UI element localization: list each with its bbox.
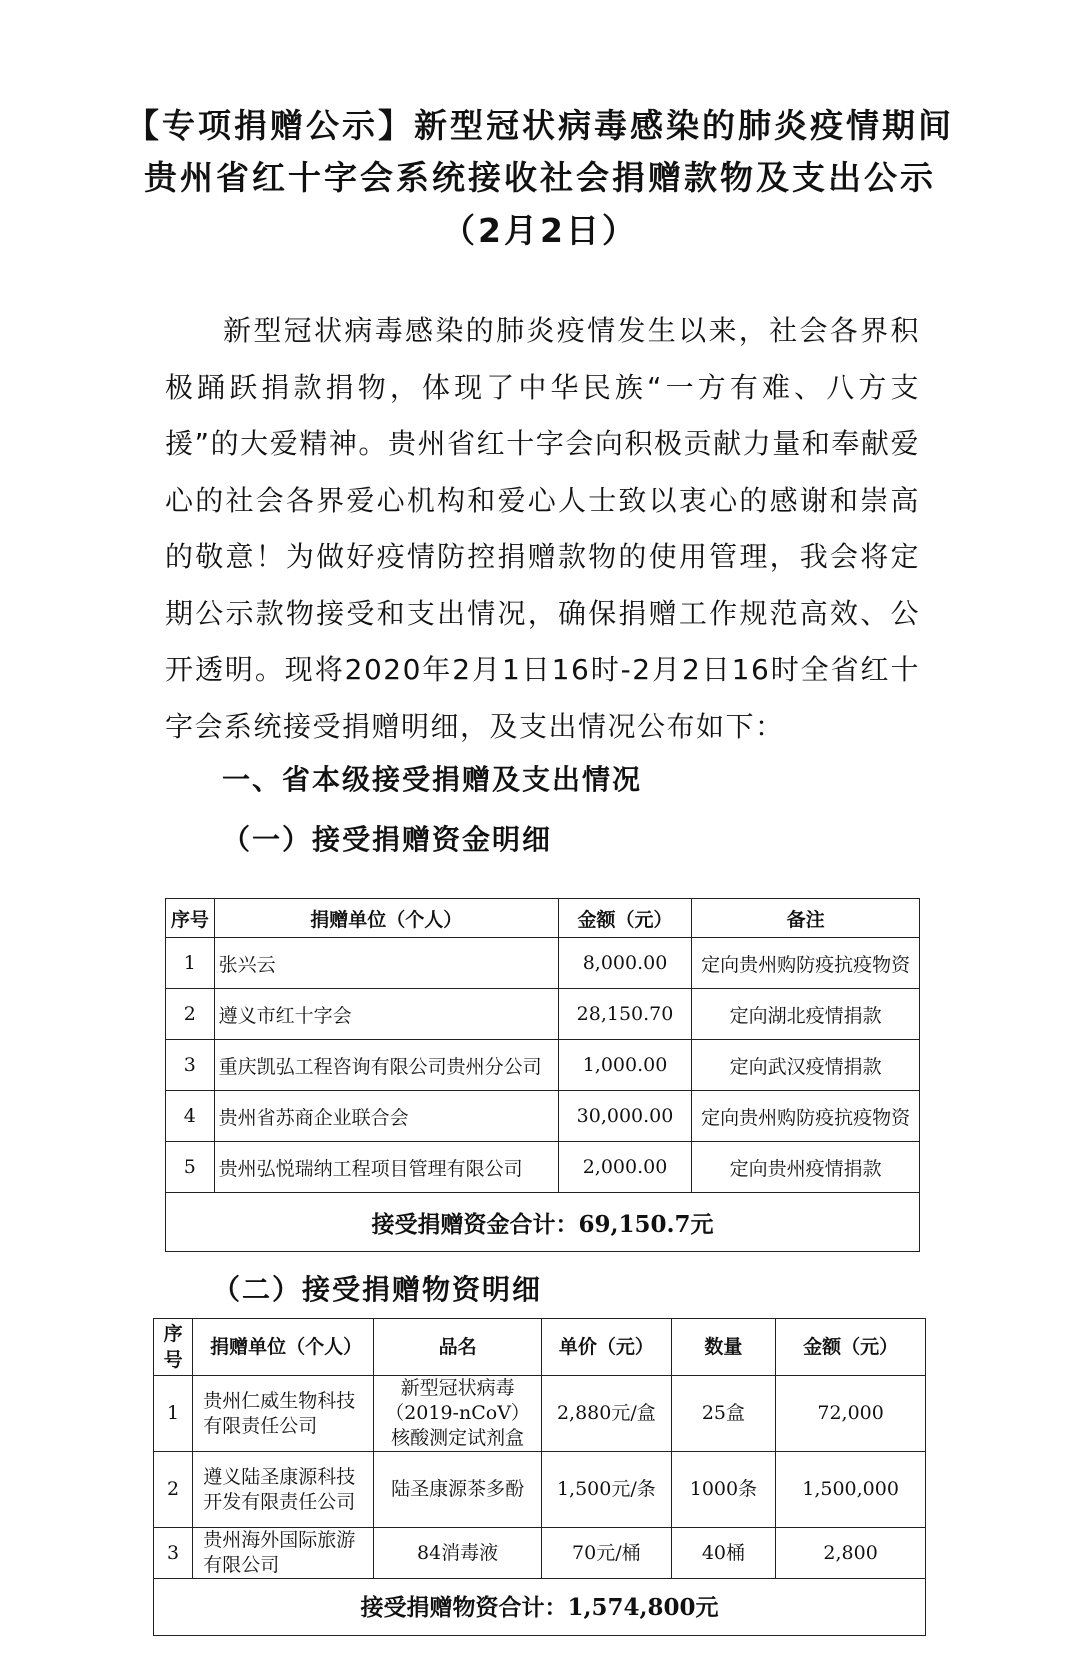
row-number: 2	[154, 1452, 193, 1528]
title-line-1: 【专项捐赠公示】新型冠状病毒感染的肺炎疫情期间	[126, 106, 954, 145]
row-number: 5	[166, 1142, 215, 1193]
note: 定向湖北疫情捐款	[692, 989, 920, 1040]
column-header: 序号	[154, 1319, 193, 1376]
goods-total: 接受捐赠物资合计：1,574,800元	[154, 1579, 926, 1636]
table-row	[154, 1528, 926, 1579]
unit-price: 1,500元/条	[542, 1452, 672, 1528]
unit-price: 2,880元/盒	[542, 1376, 672, 1452]
unit-price: 70元/桶	[542, 1528, 672, 1579]
quantity: 25盒	[671, 1376, 776, 1452]
row-number: 1	[154, 1376, 193, 1452]
title-line-3: （2月2日）	[442, 211, 638, 250]
table-row	[166, 1142, 920, 1193]
column-header: 备注	[692, 899, 920, 938]
funds-total: 接受捐赠资金合计：69,150.7元	[166, 1193, 920, 1252]
funds-table	[165, 898, 920, 1252]
title-line-2: 贵州省红十字会系统接收社会捐赠款物及支出公示	[144, 158, 936, 197]
amount: 1,000.00	[558, 1040, 692, 1091]
column-header: 单价（元）	[542, 1319, 672, 1376]
donor-name: 重庆凯弘工程咨询有限公司贵州分公司	[214, 1040, 558, 1091]
amount: 8,000.00	[558, 938, 692, 989]
row-number: 1	[166, 938, 215, 989]
column-header: 数量	[671, 1319, 776, 1376]
goods-table	[153, 1318, 926, 1636]
donor-name: 张兴云	[214, 938, 558, 989]
table-row	[154, 1452, 926, 1528]
quantity: 1000条	[671, 1452, 776, 1528]
goods-heading: （二）接受捐赠物资明细	[212, 1273, 543, 1306]
table-row	[166, 938, 920, 989]
column-header: 品名	[374, 1319, 542, 1376]
amount: 30,000.00	[558, 1091, 692, 1142]
section-heading-1: 一、省本级接受捐赠及支出情况	[222, 763, 643, 796]
amount: 72,000	[776, 1376, 926, 1452]
donor-name: 贵州弘悦瑞纳工程项目管理有限公司	[214, 1142, 558, 1193]
total-row	[154, 1579, 926, 1636]
column-header: 金额（元）	[558, 899, 692, 938]
donor-name: 贵州仁威生物科技有限责任公司	[193, 1376, 374, 1452]
intro-paragraph: 新型冠状病毒感染的肺炎疫情发生以来，社会各界积极踊跃捐款捐物，体现了中华民族“一方有难、八方支援”的大爱精神。贵州省红十字会向积极贡献力量和奉献爱心的社会各界爱心机构和爱心人士致以衷心的感谢和崇高的敬意！为做好疫情防控捐赠款物的使用管理，我会将定期公示款物接受和支出情况，确保捐赠工作规范高效、公开透明。现将2020年2月1日16时-2月2日16时全省红十字会系统接受捐赠明细，及支出情况公布如下：	[165, 314, 920, 743]
total-row	[166, 1193, 920, 1252]
amount: 1,500,000	[776, 1452, 926, 1528]
item-name: 84消毒液	[374, 1528, 542, 1579]
donor-name: 贵州海外国际旅游有限公司	[193, 1528, 374, 1579]
table-header-row	[154, 1319, 926, 1376]
item-name: 陆圣康源茶多酚	[374, 1452, 542, 1528]
note: 定向贵州购防疫抗疫物资	[692, 1091, 920, 1142]
funds-heading: （一）接受捐赠资金明细	[222, 823, 553, 856]
column-header: 序号	[166, 899, 215, 938]
note: 定向贵州购防疫抗疫物资	[692, 938, 920, 989]
table-row	[166, 1040, 920, 1091]
note: 定向武汉疫情捐款	[692, 1040, 920, 1091]
column-header: 捐赠单位（个人）	[193, 1319, 374, 1376]
table-row	[166, 1091, 920, 1142]
donor-name: 贵州省苏商企业联合会	[214, 1091, 558, 1142]
item-name: 新型冠状病毒（2019-nCoV）核酸测定试剂盒	[374, 1376, 542, 1452]
quantity: 40桶	[671, 1528, 776, 1579]
note: 定向贵州疫情捐款	[692, 1142, 920, 1193]
table-row	[166, 989, 920, 1040]
amount: 28,150.70	[558, 989, 692, 1040]
row-number: 3	[154, 1528, 193, 1579]
row-number: 2	[166, 989, 215, 1040]
column-header: 捐赠单位（个人）	[214, 899, 558, 938]
column-header: 金额（元）	[776, 1319, 926, 1376]
table-header-row	[166, 899, 920, 938]
row-number: 4	[166, 1091, 215, 1142]
donor-name: 遵义市红十字会	[214, 989, 558, 1040]
donor-name: 遵义陆圣康源科技开发有限责任公司	[193, 1452, 374, 1528]
row-number: 3	[166, 1040, 215, 1091]
amount: 2,800	[776, 1528, 926, 1579]
amount: 2,000.00	[558, 1142, 692, 1193]
table-row	[154, 1376, 926, 1452]
